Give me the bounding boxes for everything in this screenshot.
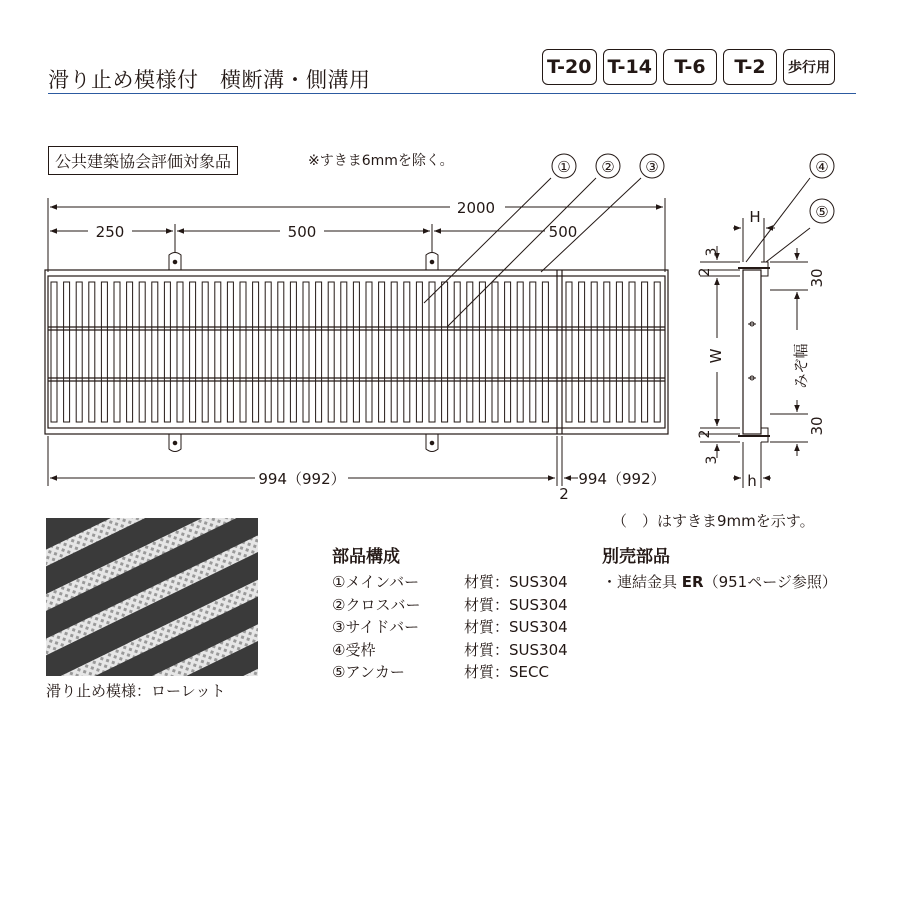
dim-h-label: h	[747, 472, 757, 490]
separate-title: 別売部品	[602, 547, 670, 567]
part-material: 材質：SECC	[464, 663, 549, 681]
main-bar	[479, 282, 485, 422]
main-bar	[467, 282, 473, 422]
main-bar	[190, 282, 196, 422]
callout-3: ③	[645, 158, 659, 176]
gap-note: （ ）はすきま9mmを示す。	[612, 512, 815, 530]
main-bar	[152, 282, 158, 422]
dim-bottom-2: 2	[697, 429, 713, 439]
groove-width-label: みぞ幅	[792, 343, 810, 389]
callout-2: ②	[601, 158, 615, 176]
page-title: 滑り止め模様付 横断溝・側溝用	[48, 68, 371, 92]
main-bar	[517, 282, 523, 422]
main-bar	[566, 282, 572, 422]
main-bar	[505, 282, 511, 422]
certification-label: 公共建築協会評価対象品	[48, 146, 238, 175]
main-bar	[290, 282, 296, 422]
badge-pedestrian: 歩行用	[783, 49, 835, 85]
dim-994-right: 994（992）	[578, 470, 666, 488]
parts-title: 部品構成	[332, 547, 400, 567]
grating-plan	[45, 270, 668, 434]
main-bar	[416, 282, 422, 422]
main-bar	[114, 282, 120, 422]
part-material: 材質：SUS304	[464, 573, 568, 591]
main-bar	[579, 282, 585, 422]
main-bar	[177, 282, 183, 422]
separate-item-prefix: ・連結金具	[602, 573, 682, 591]
part-name: ⑤アンカー	[332, 663, 405, 681]
main-bar	[542, 282, 548, 422]
main-bar	[316, 282, 322, 422]
main-bar	[391, 282, 397, 422]
separate-item-suffix: （951ページ参照）	[703, 573, 837, 591]
dim-top-2: 2	[697, 267, 713, 277]
main-bar	[89, 282, 95, 422]
main-bar	[253, 282, 259, 422]
part-name: ④受枠	[332, 640, 376, 659]
part-name: ①メインバー	[332, 573, 420, 591]
main-bar	[303, 282, 309, 422]
main-bar	[164, 282, 170, 422]
anchor-lugs-top	[169, 253, 438, 271]
part-row	[332, 594, 568, 617]
main-bar	[379, 282, 385, 422]
main-bar	[127, 282, 133, 422]
main-bar	[341, 282, 347, 422]
main-bar	[591, 282, 597, 422]
dim-W-label: W	[707, 348, 725, 364]
dim-top-30: 30	[808, 268, 826, 288]
part-material: 材質：SUS304	[464, 640, 568, 659]
part-row	[332, 571, 568, 594]
main-bar	[353, 282, 359, 422]
separate-item-code: ER	[681, 573, 704, 591]
main-bar	[101, 282, 107, 422]
dim-gap-2: 2	[559, 485, 569, 503]
callout-4: ④	[815, 158, 829, 176]
knurl-pattern-image	[46, 518, 258, 676]
dim-H-label: H	[749, 208, 761, 226]
main-bar	[265, 282, 271, 422]
main-bar	[454, 282, 460, 422]
part-material: 材質：SUS304	[464, 595, 568, 614]
main-bar	[442, 282, 448, 422]
main-bar	[429, 282, 435, 422]
main-bar	[139, 282, 145, 422]
dim-top-3: 3	[704, 247, 720, 257]
separate-item	[602, 571, 837, 594]
separate-parts	[602, 542, 837, 594]
anchor-lugs-bottom	[169, 434, 438, 452]
main-bar	[629, 282, 635, 422]
certification-note: ※すきま6mmを除く。	[308, 153, 454, 169]
main-bar	[616, 282, 622, 422]
part-name: ③サイドバー	[332, 618, 420, 636]
main-bar	[215, 282, 221, 422]
dim-500b-label: 500	[548, 223, 578, 241]
main-bar	[51, 282, 57, 422]
main-bar	[227, 282, 233, 422]
knurl-pattern-graphic	[46, 518, 258, 676]
badge-t2: T-2	[723, 49, 777, 85]
badge-t20: T-20	[542, 49, 597, 85]
main-bar	[642, 282, 648, 422]
callout-5: ⑤	[815, 203, 829, 221]
pattern-caption: 滑り止め模様：ローレット	[46, 682, 226, 700]
main-bar	[654, 282, 660, 422]
main-bar	[530, 282, 536, 422]
dim-bottom-3: 3	[704, 455, 720, 465]
dim-500-label: 500	[287, 223, 317, 241]
parts-list	[332, 542, 568, 684]
dim-2000-label: 2000	[456, 199, 496, 217]
main-bar	[366, 282, 372, 422]
callout-1: ①	[557, 158, 571, 176]
main-bar	[604, 282, 610, 422]
dim-250-label: 250	[95, 223, 125, 241]
main-bar	[202, 282, 208, 422]
badge-t14: T-14	[603, 49, 658, 85]
dim-994-left: 994（992）	[258, 470, 346, 488]
main-bar	[404, 282, 410, 422]
main-bar	[328, 282, 334, 422]
part-material: 材質：SUS304	[464, 618, 568, 636]
part-row	[332, 661, 568, 684]
part-row	[332, 639, 568, 662]
part-name: ②クロスバー	[332, 595, 421, 614]
dim-bottom-30: 30	[808, 416, 826, 436]
main-bar	[492, 282, 498, 422]
callout-circles	[552, 154, 834, 223]
main-bar	[278, 282, 284, 422]
part-row	[332, 616, 568, 639]
main-bar	[64, 282, 70, 422]
main-bar	[240, 282, 246, 422]
main-bar	[76, 282, 82, 422]
badge-t6: T-6	[663, 49, 717, 85]
